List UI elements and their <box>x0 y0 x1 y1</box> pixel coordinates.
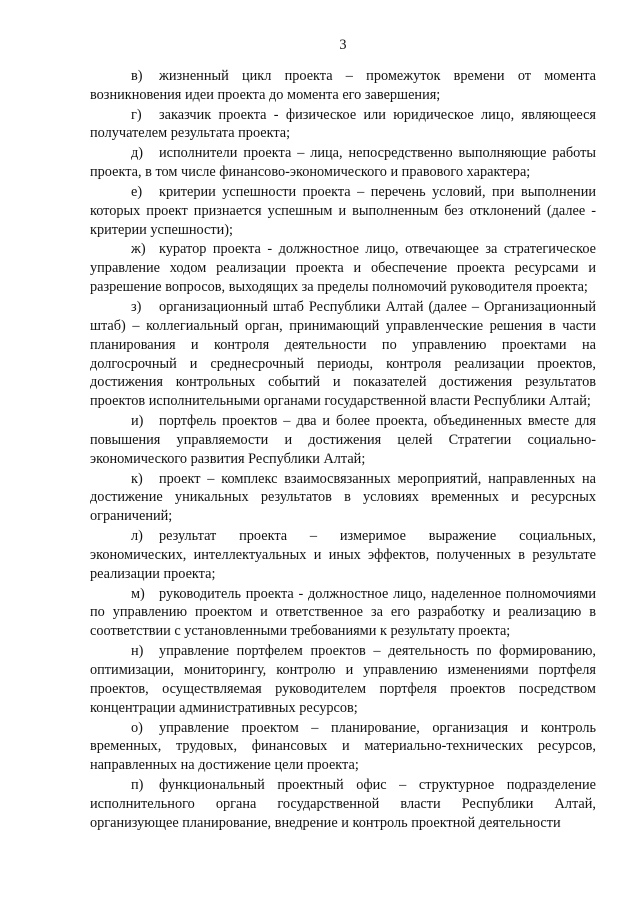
item-text: результат проекта – измеримое выражение социальных, экономических, интеллектуальных и иных эффектов, полученных в результате реализации проекта; <box>90 528 596 582</box>
item-text: критерии успешности проекта – перечень условий, при выполнении которых проект признается успешным и выполненным без отклонений (далее - критерии успешности); <box>90 183 596 238</box>
item-letter: п) <box>131 777 144 794</box>
item-text: проект – комплекс взаимосвязанных мероприятий, направленных на достижение уникальных результатов в условиях временных и ресурсных ограничений; <box>90 470 596 525</box>
item-letter: к) <box>131 470 143 487</box>
item-text: жизненный цикл проекта – промежуток времени от момента возникновения идеи проекта до момента его завершения; <box>90 67 596 103</box>
definition-item <box>90 240 596 297</box>
item-letter: ж) <box>131 241 146 258</box>
item-text: функциональный проектный офис – структурное подразделение исполнительного органа государственной власти Республики Алтай, организующее планирование, внедрение и контроль проектной деятельности <box>90 777 596 831</box>
item-letter: д) <box>131 145 144 162</box>
definition-item <box>90 67 596 105</box>
item-letter: н) <box>131 643 144 660</box>
definition-item <box>90 470 596 527</box>
definition-item <box>90 144 596 182</box>
definition-item <box>90 776 596 833</box>
definition-item <box>90 642 596 717</box>
item-text: куратор проекта - должностное лицо, отвечающее за стратегическое управление ходом реализации проекта и обеспечение проекта ресурсами и разрешение вопросов, выходящих за пределы полномочий руководителя проекта; <box>90 241 596 296</box>
definition-item <box>90 527 596 584</box>
item-letter: и) <box>131 413 144 430</box>
item-letter: г) <box>131 106 142 123</box>
definition-item <box>90 183 596 240</box>
item-text: управление проектом – планирование, организация и контроль временных, трудовых, финансовых и материально-технических ресурсов, направленных на достижение цели проекта; <box>90 719 596 774</box>
item-letter: л) <box>131 528 143 545</box>
item-text: организационный штаб Республики Алтай (далее – Организационный штаб) – коллегиальный орган, принимающий управленческие решения в части планирования и контроля деятельности по управлению проектами на долгосрочный и среднесрочный периоды, контроля реализации проектов, достижения контрольных событий и показателей достижения результатов проектов исполнительными органами государственной власти Республики Алтай; <box>90 298 596 410</box>
item-letter: з) <box>131 298 142 315</box>
item-letter: в) <box>131 67 143 84</box>
definition-item <box>90 585 596 642</box>
item-letter: о) <box>131 719 143 736</box>
definition-item <box>90 719 596 776</box>
definitions-list <box>90 67 596 833</box>
item-text: исполнители проекта – лица, непосредственно выполняющие работы проекта, в том числе финансово-экономического и правового характера; <box>90 145 596 181</box>
item-text: руководитель проекта - должностное лицо, наделенное полномочиями по управлению проектом и ответственное за его разработку и реализацию в соответствии с установленными требованиями к результату проекта; <box>90 585 596 640</box>
item-text: портфель проектов – два и более проекта, объединенных вместе для повышения управляемости и достижения целей Стратегии социально-экономического развития Республики Алтай; <box>90 413 596 467</box>
item-letter: м) <box>131 585 145 602</box>
item-letter: е) <box>131 183 143 200</box>
item-text: заказчик проекта - физическое или юридическое лицо, являющееся получателем результата проекта; <box>90 106 596 142</box>
definition-item <box>90 298 596 411</box>
item-text: управление портфелем проектов – деятельность по формированию, оптимизации, мониторингу, контролю и управлению изменениями портфеля проектов, осуществляемая руководителем портфеля проектов посредством концентрации административных ресурсов; <box>90 643 596 716</box>
page-number: 3 <box>339 37 347 53</box>
definition-item <box>90 412 596 469</box>
definition-item <box>90 106 596 144</box>
